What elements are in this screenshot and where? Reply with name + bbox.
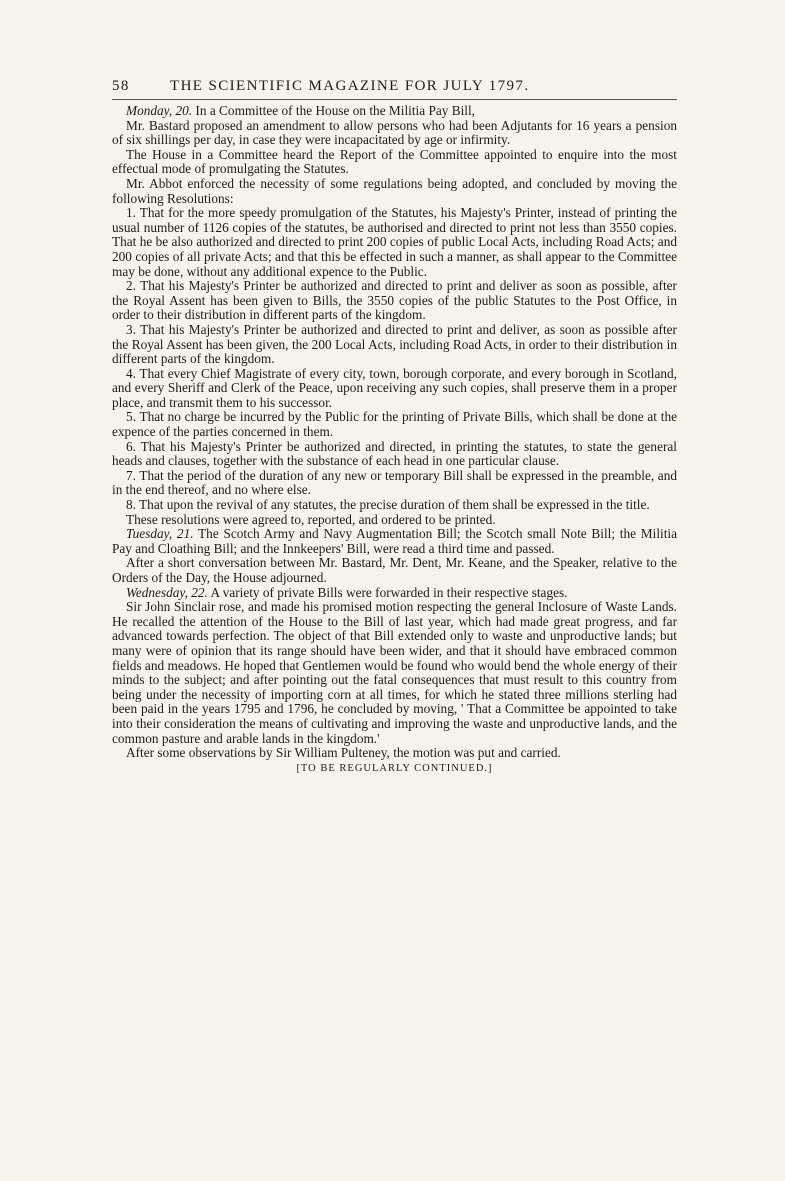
paragraph xyxy=(112,513,677,528)
paragraph xyxy=(112,367,677,411)
paragraph-text: 5. That no charge be incurred by the Public for the printing of Private Bills, which shall be done at the expence of the parties concerned in them. xyxy=(112,409,677,440)
paragraph-text: After a short conversation between Mr. Bastard, Mr. Dent, Mr. Keane, and the Speaker, relative to the Orders of the Day, the House adjourned. xyxy=(112,555,677,585)
paragraph-text: These resolutions were agreed to, reported, and ordered to be printed. xyxy=(126,511,496,527)
running-title: THE SCIENTIFIC MAGAZINE FOR JULY 1797. xyxy=(170,78,530,94)
paragraph xyxy=(112,498,677,513)
paragraph xyxy=(112,600,677,746)
paragraph xyxy=(112,279,677,323)
paragraph xyxy=(112,323,677,367)
paragraph-text: 2. That his Majesty's Printer be authorized and directed to print and deliver as soon as possible, after the Royal Assent has been given to Bills, the 3550 copies of the public Statutes to the Post Office, in order to their distribution in different parts of the kingdom. xyxy=(112,278,677,323)
date-lead: Tuesday, 21. xyxy=(126,526,194,542)
paragraph-text: The House in a Committee heard the Report of the Committee appointed to enquire into the most effectual mode of promulgating the Statutes. xyxy=(112,146,677,177)
paragraph xyxy=(112,556,677,585)
paragraph xyxy=(112,746,677,761)
paragraph-text: 3. That his Majesty's Printer be authorized and directed to print and deliver, as soon as possible after the Royal Assent has been given, the 200 Local Acts, including Road Acts, in order to their distribution in different parts of the kingdom. xyxy=(112,321,677,367)
paragraph xyxy=(112,148,677,177)
paragraph-text: Sir John Sinclair rose, and made his promised motion respecting the general Inclosure of Waste Lands. He recalled the attention of the House to the Bill of last year, which had made great progress, and far advanced towards perfection. The object of that Bill extended only to waste and unproductive lands; but many were of opinion that its range should have been wider, and that it should have embraced common fields and meadows. He hoped that Gentlemen would be found who would bend the whole energy of their minds to the subject; and after pointing out the fatal consequences that must result to this country from being under the necessity of importing corn at all times, for which he stated three millions sterling had been paid in the years 1795 and 1796, he concluded by moving, ' That a Committee be appointed to take into their consideration the means of cultivating and improving the waste and unproductive lands, and the common pasture and arable lands in the kingdom.' xyxy=(112,599,677,746)
paragraph-text: Mr. Bastard proposed an amendment to allow persons who had been Adjutants for 16 years a pension of six shillings per day, in case they were incapacitated by age or infirmity. xyxy=(112,117,677,148)
paragraph xyxy=(112,206,677,279)
paragraph xyxy=(112,527,677,556)
paragraph xyxy=(112,586,677,601)
paragraph xyxy=(112,119,677,148)
paragraph xyxy=(112,469,677,498)
paragraph-text: 1. That for the more speedy promulgation of the Statutes, his Majesty's Printer, instead of printing the usual number of 1126 copies of the statutes, be authorised and directed to print not less than 3550 copies. That he be also authorized and directed to print 200 copies of public Local Acts, including Road Acts; and 200 copies of all private Acts; and that this be effected in such a manner, as shall appear to the Committee may be done, without any additional expence to the Public. xyxy=(112,205,677,279)
paragraph-text: After some observations by Sir William Pulteney, the motion was put and carried. xyxy=(126,745,561,761)
running-head xyxy=(112,78,677,95)
paragraph xyxy=(112,440,677,469)
paragraph-text: Mr. Abbot enforced the necessity of some regulations being adopted, and concluded by moving the following Resolutions: xyxy=(112,175,677,206)
paragraph-text: 7. That the period of the duration of any new or temporary Bill shall be expressed in the preamble, and in the end thereof, and no where else. xyxy=(112,467,677,498)
continued-notice: [TO BE REGULARLY CONTINUED.] xyxy=(296,762,493,774)
paragraph-text: 6. That his Majesty's Printer be authorized and directed, in printing the statutes, to state the general heads and clauses, together with the substance of each head in one particular clause. xyxy=(112,438,677,469)
paragraph-text: A variety of private Bills were forwarded in their respective stages. xyxy=(207,584,568,600)
page-number: 58 xyxy=(112,78,130,94)
date-lead: Wednesday, 22. xyxy=(126,584,208,600)
paragraph-text: 8. That upon the revival of any statutes, the precise duration of them shall be expressed in the title. xyxy=(126,497,650,513)
header-rule xyxy=(112,99,677,100)
date-lead: Monday, 20. xyxy=(126,103,193,118)
article-body xyxy=(112,104,677,776)
paragraph-text: The Scotch Army and Navy Augmentation Bill; the Scotch small Note Bill; the Militia Pay and Cloathing Bill; and the Innkeepers' Bill, were read a third time and passed. xyxy=(112,526,677,556)
paragraph xyxy=(112,410,677,439)
paragraph-text: In a Committee of the House on the Militia Pay Bill, xyxy=(192,103,475,118)
paragraph xyxy=(112,177,677,206)
paragraph-text: 4. That every Chief Magistrate of every city, town, borough corporate, and every borough in Scotland, and every Sheriff and Clerk of the Peace, upon receiving any such copies, shall preserve them in a proper place, and transmit them to his successor. xyxy=(112,365,677,410)
paragraph xyxy=(112,104,677,119)
